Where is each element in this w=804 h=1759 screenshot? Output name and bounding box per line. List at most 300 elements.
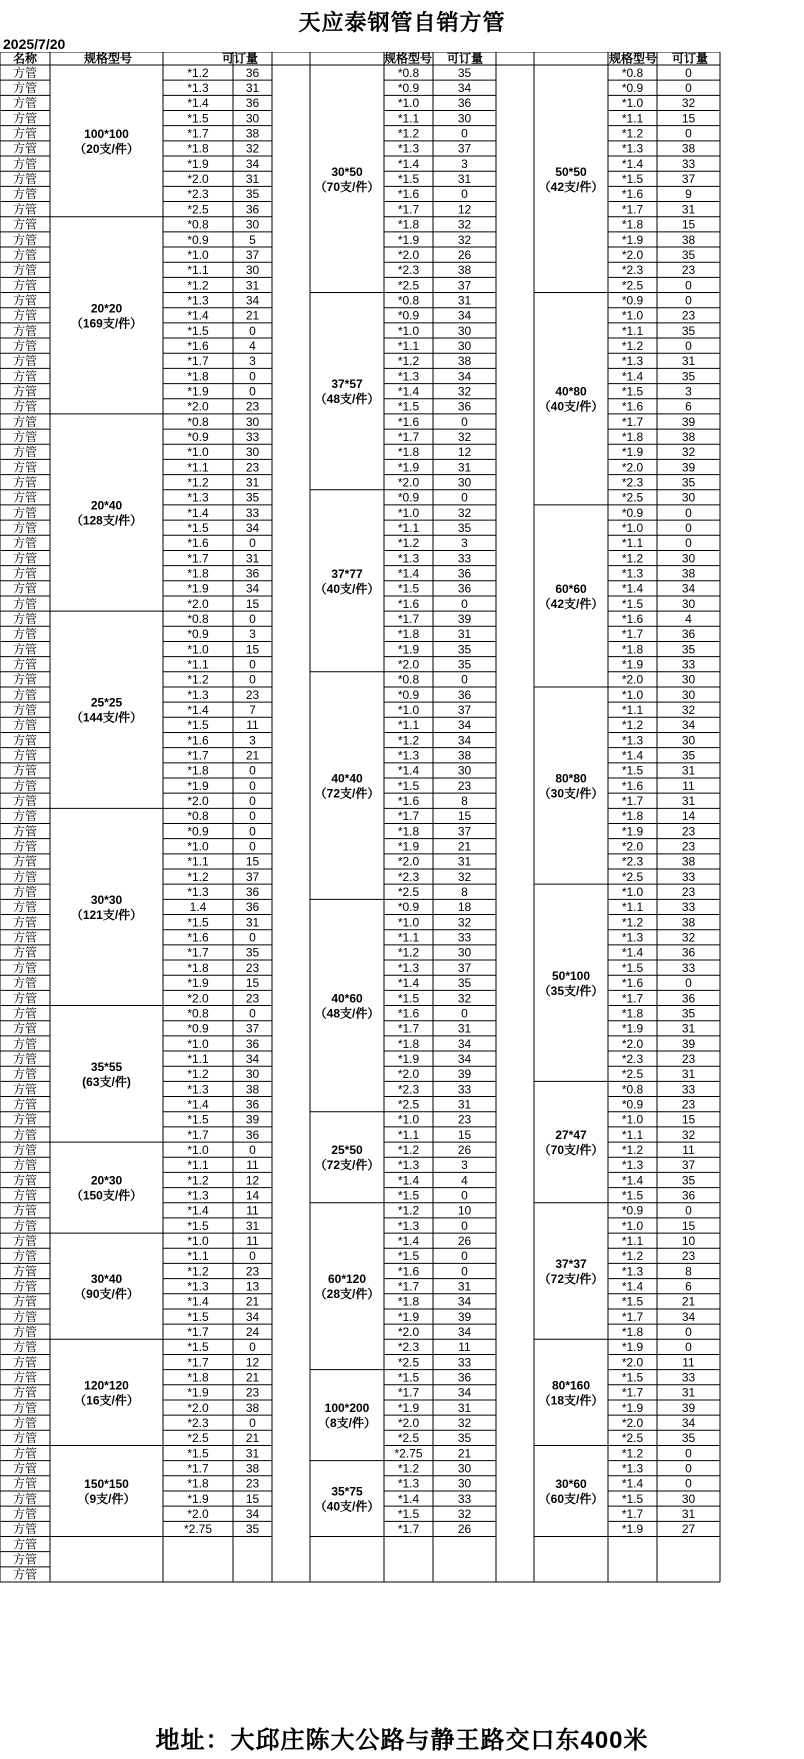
pack-label: （16支/件）: [74, 1393, 139, 1408]
gauge-cell: *1.9: [621, 1522, 644, 1537]
qty-cell: 31: [457, 1400, 472, 1415]
gauge-cell: *1.4: [187, 1203, 209, 1218]
row-name-label: 方管: [12, 1233, 38, 1248]
qty-cell: 38: [245, 1082, 260, 1097]
qty-cell: 36: [681, 627, 696, 642]
gauge-cell: *1.3: [187, 293, 209, 308]
qty-cell: 39: [681, 1036, 696, 1051]
gauge-cell: *2.3: [187, 187, 209, 202]
row-name-label: 方管: [12, 536, 38, 551]
row-name-label: 方管: [12, 429, 38, 444]
gauge-cell: 1.4: [189, 900, 207, 915]
gauge-cell: *1.5: [621, 1188, 644, 1203]
gauge-cell: *1.9: [621, 1340, 644, 1355]
gauge-cell: *1.8: [187, 566, 209, 581]
gauge-cell: *1.0: [621, 687, 644, 702]
size-label: 30*60: [555, 1476, 587, 1491]
gauge-cell: *1.4: [397, 976, 420, 991]
qty-cell: 30: [681, 551, 696, 566]
qty-cell: 0: [461, 414, 468, 429]
row-name-label: 方管: [12, 869, 38, 884]
size-label: 60*60: [555, 581, 587, 596]
row-name-label: 方管: [12, 1552, 38, 1567]
gauge-cell: *1.3: [187, 1082, 209, 1097]
qty-cell: 39: [681, 460, 696, 475]
qty-cell: 6: [685, 1279, 692, 1294]
gauge-cell: *1.7: [187, 945, 209, 960]
gauge-cell: *2.5: [397, 1431, 420, 1446]
row-name-label: 方管: [12, 202, 38, 217]
gauge-cell: *1.9: [397, 1400, 420, 1415]
gauge-cell: *2.0: [187, 399, 209, 414]
gauge-cell: *1.0: [397, 323, 420, 338]
gauge-cell: *1.9: [621, 232, 644, 247]
size-label: 25*50: [331, 1143, 363, 1158]
gauge-cell: *1.0: [621, 1112, 644, 1127]
qty-cell: 6: [685, 399, 692, 414]
qty-cell: 21: [245, 748, 260, 763]
size-label: 37*77: [331, 566, 363, 581]
gauge-cell: *1.6: [621, 187, 644, 202]
gauge-cell: *1.9: [621, 657, 644, 672]
row-name-label: 方管: [12, 809, 38, 824]
gauge-cell: *1.7: [397, 809, 420, 824]
gauge-cell: *1.9: [397, 1309, 420, 1324]
qty-cell: 26: [457, 1142, 472, 1157]
qty-cell: 33: [245, 429, 260, 444]
gauge-cell: *2.5: [621, 1067, 644, 1082]
gauge-cell: *1.4: [621, 581, 644, 596]
gauge-cell: *1.2: [621, 551, 644, 566]
qty-cell: 35: [681, 748, 696, 763]
gauge-cell: *1.6: [621, 612, 644, 627]
qty-cell: 23: [245, 991, 260, 1006]
qty-cell: 30: [245, 217, 260, 232]
size-label: 27*47: [555, 1128, 587, 1143]
gauge-cell: *1.5: [187, 1340, 209, 1355]
qty-cell: 35: [681, 323, 696, 338]
gauge-cell: *1.5: [397, 172, 420, 187]
qty-cell: 32: [457, 915, 472, 930]
row-name-label: 方管: [12, 445, 38, 460]
qty-cell: 0: [249, 824, 256, 839]
qty-cell: 31: [245, 172, 260, 187]
qty-cell: 32: [681, 1127, 696, 1142]
qty-cell: 37: [457, 278, 472, 293]
pack-label: （20支/件）: [74, 141, 139, 156]
gauge-cell: *1.1: [621, 1233, 644, 1248]
gauge-cell: *1.8: [621, 642, 644, 657]
qty-cell: 11: [246, 1203, 259, 1218]
qty-cell: 0: [249, 384, 256, 399]
qty-cell: 35: [245, 945, 260, 960]
gauge-cell: *1.8: [621, 1006, 644, 1021]
qty-cell: 26: [457, 247, 472, 262]
gauge-cell: *2.5: [621, 1431, 644, 1446]
qty-cell: 15: [681, 1112, 696, 1127]
qty-cell: 31: [457, 172, 472, 187]
pack-label: （70支/件）: [314, 179, 380, 194]
gauge-cell: *1.0: [187, 445, 209, 460]
qty-cell: 31: [681, 202, 696, 217]
gauge-cell: *2.75: [394, 1446, 423, 1461]
qty-cell: 33: [681, 869, 696, 884]
gauge-cell: *1.4: [187, 703, 209, 718]
qty-cell: 37: [681, 1158, 696, 1173]
row-name-label: 方管: [12, 1294, 38, 1309]
row-name-label: 方管: [12, 672, 38, 687]
qty-cell: 15: [457, 1127, 472, 1142]
row-name-label: 方管: [12, 1036, 38, 1051]
gauge-cell: *2.5: [397, 1097, 420, 1112]
qty-cell: 34: [245, 1507, 260, 1522]
gauge-cell: *2.3: [397, 869, 420, 884]
gauge-cell: *1.1: [621, 900, 644, 915]
qty-cell: 21: [681, 1294, 696, 1309]
qty-cell: 4: [249, 338, 256, 353]
qty-cell: 34: [457, 369, 472, 384]
qty-cell: 34: [681, 1309, 696, 1324]
qty-cell: 23: [681, 824, 696, 839]
gauge-cell: *0.9: [397, 308, 420, 323]
qty-cell: 35: [245, 490, 260, 505]
gauge-cell: *1.2: [187, 475, 209, 490]
qty-cell: 0: [461, 1006, 468, 1021]
gauge-cell: *1.9: [187, 581, 209, 596]
qty-cell: 0: [685, 1476, 692, 1491]
pack-label: （150支/件）: [70, 1188, 143, 1203]
address-text: 地址：大邱庄陈大公路与静王路交口东: [155, 1725, 581, 1754]
qty-cell: 34: [457, 81, 472, 96]
qty-cell: 36: [245, 1036, 260, 1051]
gauge-cell: *1.9: [621, 445, 644, 460]
qty-cell: 0: [685, 1461, 692, 1476]
qty-cell: 36: [245, 1127, 260, 1142]
gauge-cell: *1.0: [397, 1112, 420, 1127]
qty-cell: 0: [461, 187, 468, 202]
qty-cell: 34: [681, 1416, 696, 1431]
gauge-cell: *2.5: [621, 490, 644, 505]
row-name-label: 方管: [12, 475, 38, 490]
gauge-cell: *1.5: [187, 718, 209, 733]
qty-cell: 32: [457, 869, 472, 884]
gauge-cell: *1.1: [621, 111, 644, 126]
qty-cell: 37: [245, 869, 260, 884]
gauge-cell: *0.8: [187, 414, 209, 429]
size-label: 20*30: [90, 1173, 123, 1188]
qty-cell: 37: [457, 960, 472, 975]
qty-cell: 15: [245, 854, 260, 869]
qty-cell: 23: [245, 460, 260, 475]
qty-cell: 33: [457, 930, 472, 945]
qty-cell: 0: [461, 1264, 468, 1279]
qty-cell: 33: [245, 505, 260, 520]
qty-cell: 39: [457, 612, 472, 627]
row-name-label: 方管: [12, 65, 38, 80]
gauge-cell: *1.6: [621, 399, 644, 414]
gauge-cell: *2.5: [397, 278, 420, 293]
gauge-cell: *1.4: [621, 369, 644, 384]
gauge-cell: *1.2: [187, 65, 209, 80]
gauge-cell: *2.0: [397, 1067, 420, 1082]
gauge-cell: *1.8: [397, 824, 420, 839]
pack-label: (63支/件): [82, 1074, 131, 1089]
row-name-label: 方管: [12, 1249, 38, 1264]
qty-cell: 4: [461, 1173, 468, 1188]
qty-cell: 39: [681, 414, 696, 429]
qty-cell: 0: [685, 976, 692, 991]
gauge-cell: *1.3: [187, 81, 209, 96]
qty-cell: 0: [249, 536, 256, 551]
gauge-cell: *1.4: [397, 1173, 420, 1188]
gauge-cell: *1.5: [187, 111, 209, 126]
qty-cell: 5: [249, 232, 256, 247]
qty-cell: 30: [457, 1461, 472, 1476]
gauge-cell: *1.2: [397, 1461, 420, 1476]
gauge-cell: *1.6: [187, 338, 209, 353]
gauge-cell: *1.4: [621, 156, 644, 171]
size-label: 30*40: [90, 1272, 123, 1287]
qty-cell: 36: [681, 1188, 696, 1203]
gauge-cell: *1.4: [621, 1279, 644, 1294]
row-name-label: 方管: [12, 1385, 38, 1400]
qty-cell: 38: [457, 354, 472, 369]
gauge-cell: *1.7: [397, 429, 420, 444]
qty-cell: 21: [457, 839, 472, 854]
qty-cell: 32: [457, 1416, 472, 1431]
qty-cell: 0: [685, 126, 692, 141]
qty-cell: 35: [681, 1173, 696, 1188]
gauge-cell: *1.9: [397, 642, 420, 657]
qty-cell: 23: [245, 1476, 260, 1491]
row-name-label: 方管: [12, 1507, 38, 1522]
gauge-cell: *1.4: [397, 1233, 420, 1248]
qty-cell: 34: [457, 1051, 472, 1066]
gauge-cell: *1.6: [187, 536, 209, 551]
row-name-label: 方管: [12, 1279, 38, 1294]
row-name-label: 方管: [12, 1127, 38, 1142]
qty-cell: 3: [685, 384, 692, 399]
qty-cell: 38: [457, 748, 472, 763]
gauge-cell: *1.9: [397, 232, 420, 247]
qty-cell: 31: [245, 81, 260, 96]
gauge-cell: *0.9: [397, 81, 420, 96]
qty-cell: 30: [245, 445, 260, 460]
qty-cell: 21: [245, 1294, 260, 1309]
row-name-label: 方管: [12, 1431, 38, 1446]
qty-cell: 31: [245, 1218, 260, 1233]
gauge-cell: *2.0: [187, 991, 209, 1006]
row-name-label: 方管: [12, 1021, 38, 1036]
qty-cell: 31: [681, 763, 696, 778]
row-name-label: 方管: [12, 945, 38, 960]
gauge-cell: *0.8: [187, 612, 209, 627]
gauge-cell: *0.9: [621, 1203, 644, 1218]
gauge-cell: *1.6: [187, 930, 209, 945]
gauge-cell: *1.1: [621, 1127, 644, 1142]
qty-cell: 32: [245, 141, 260, 156]
header-spec: 规格型号: [608, 52, 658, 66]
qty-cell: 0: [461, 672, 468, 687]
qty-cell: 31: [681, 794, 696, 809]
qty-cell: 11: [682, 778, 695, 793]
gauge-cell: *1.6: [397, 414, 420, 429]
row-name-label: 方管: [12, 156, 38, 171]
qty-cell: 0: [685, 65, 692, 80]
gauge-cell: *2.0: [397, 475, 420, 490]
qty-cell: 31: [457, 627, 472, 642]
gauge-cell: *1.2: [621, 1249, 644, 1264]
row-name-label: 方管: [12, 551, 38, 566]
qty-cell: 33: [457, 1355, 472, 1370]
qty-cell: 38: [681, 429, 696, 444]
gauge-cell: *1.6: [397, 1006, 420, 1021]
qty-cell: 8: [685, 1264, 692, 1279]
row-name-label: 方管: [12, 581, 38, 596]
qty-cell: 35: [681, 475, 696, 490]
qty-cell: 11: [246, 1233, 259, 1248]
gauge-cell: *1.3: [621, 1158, 644, 1173]
qty-cell: 31: [457, 1021, 472, 1036]
row-name-label: 方管: [12, 976, 38, 991]
gauge-cell: *2.3: [621, 263, 644, 278]
gauge-cell: *2.5: [397, 885, 420, 900]
page-title: 天应泰钢管自销方管: [298, 10, 506, 36]
qty-cell: 38: [681, 915, 696, 930]
qty-cell: 35: [681, 369, 696, 384]
qty-cell: 23: [245, 399, 260, 414]
qty-cell: 30: [245, 111, 260, 126]
gauge-cell: *1.5: [397, 778, 420, 793]
gauge-cell: *1.9: [187, 976, 209, 991]
qty-cell: 31: [245, 915, 260, 930]
gauge-cell: *1.5: [397, 1249, 420, 1264]
pack-label: （72支/件）: [538, 1272, 604, 1287]
gauge-cell: *1.7: [187, 748, 209, 763]
row-name-label: 方管: [12, 81, 38, 96]
qty-cell: 0: [685, 293, 692, 308]
gauge-cell: *1.8: [187, 960, 209, 975]
gauge-cell: *1.1: [397, 338, 420, 353]
gauge-cell: *1.1: [621, 323, 644, 338]
gauge-cell: *1.2: [397, 1203, 420, 1218]
qty-cell: 32: [457, 1507, 472, 1522]
row-name-label: 方管: [12, 1112, 38, 1127]
gauge-cell: *1.4: [187, 308, 209, 323]
qty-cell: 35: [681, 1431, 696, 1446]
row-name-label: 方管: [12, 1188, 38, 1203]
qty-cell: 30: [457, 945, 472, 960]
qty-cell: 0: [249, 1006, 256, 1021]
pack-label: （48支/件）: [314, 392, 380, 407]
gauge-cell: *1.5: [187, 1309, 209, 1324]
gauge-cell: *1.1: [187, 460, 209, 475]
pack-label: （40支/件）: [538, 399, 604, 414]
qty-cell: 21: [457, 1446, 472, 1461]
qty-cell: 39: [681, 1400, 696, 1415]
gauge-cell: *1.5: [187, 323, 209, 338]
gauge-cell: *2.3: [621, 854, 644, 869]
gauge-cell: *2.0: [397, 657, 420, 672]
size-label: 150*150: [84, 1476, 129, 1491]
qty-cell: 31: [681, 1067, 696, 1082]
gauge-cell: *1.3: [621, 1461, 644, 1476]
gauge-cell: *1.3: [397, 1218, 420, 1233]
qty-cell: 38: [457, 263, 472, 278]
size-label: 37*37: [555, 1257, 587, 1272]
gauge-cell: *1.7: [621, 794, 644, 809]
gauge-cell: *1.6: [187, 733, 209, 748]
row-name-label: 方管: [12, 232, 38, 247]
qty-cell: 34: [457, 733, 472, 748]
gauge-cell: *1.2: [397, 126, 420, 141]
qty-cell: 0: [249, 323, 256, 338]
gauge-cell: *1.6: [397, 1264, 420, 1279]
row-name-label: 方管: [12, 915, 38, 930]
gauge-cell: *1.0: [187, 1036, 209, 1051]
row-name-label: 方管: [12, 111, 38, 126]
qty-cell: 12: [245, 1173, 260, 1188]
header-qty: 可订量: [671, 52, 709, 66]
row-name-label: 方管: [12, 293, 38, 308]
gauge-cell: *1.2: [187, 869, 209, 884]
gauge-cell: *1.8: [187, 1476, 209, 1491]
gauge-cell: *1.0: [397, 703, 420, 718]
qty-cell: 32: [681, 930, 696, 945]
gauge-cell: *1.5: [397, 1188, 420, 1203]
qty-cell: 15: [245, 642, 260, 657]
gauge-cell: *1.9: [621, 1400, 644, 1415]
qty-cell: 32: [457, 384, 472, 399]
row-name-label: 方管: [12, 794, 38, 809]
size-label: 100*100: [84, 126, 129, 141]
gauge-cell: *2.0: [621, 839, 644, 854]
qty-cell: 36: [457, 96, 472, 111]
qty-cell: 31: [245, 278, 260, 293]
pack-label: （169支/件）: [70, 316, 143, 331]
pack-label: （72支/件）: [314, 786, 380, 801]
gauge-cell: *1.0: [187, 1233, 209, 1248]
qty-cell: 31: [457, 293, 472, 308]
row-name-label: 方管: [12, 172, 38, 187]
gauge-cell: *1.3: [397, 551, 420, 566]
row-name-label: 方管: [12, 141, 38, 156]
qty-cell: 37: [681, 172, 696, 187]
gauge-cell: *1.4: [621, 1173, 644, 1188]
qty-cell: 37: [457, 703, 472, 718]
row-name-label: 方管: [12, 1522, 38, 1537]
gauge-cell: *1.2: [621, 915, 644, 930]
gauge-cell: *1.3: [621, 354, 644, 369]
gauge-cell: *1.2: [187, 278, 209, 293]
qty-cell: 15: [457, 809, 472, 824]
qty-cell: 0: [249, 794, 256, 809]
qty-cell: 23: [457, 1112, 472, 1127]
gauge-cell: *1.5: [621, 172, 644, 187]
qty-cell: 31: [457, 1279, 472, 1294]
gauge-cell: *1.3: [621, 733, 644, 748]
gauge-cell: *1.7: [397, 1021, 420, 1036]
qty-cell: 33: [681, 156, 696, 171]
qty-cell: 11: [682, 1142, 695, 1157]
gauge-cell: *1.5: [187, 1218, 209, 1233]
qty-cell: 34: [457, 308, 472, 323]
qty-cell: 0: [249, 1249, 256, 1264]
qty-cell: 35: [457, 657, 472, 672]
qty-cell: 31: [681, 354, 696, 369]
qty-cell: 35: [457, 520, 472, 535]
gauge-cell: *1.7: [397, 1279, 420, 1294]
